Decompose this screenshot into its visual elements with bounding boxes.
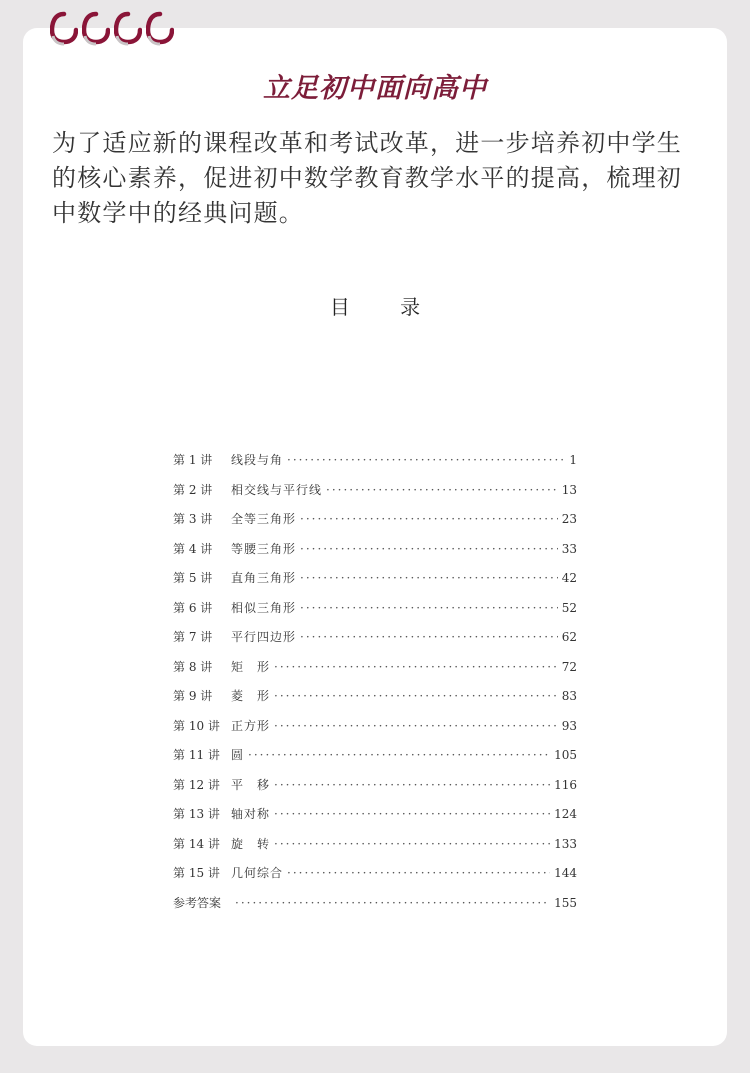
ring-icon xyxy=(114,8,142,48)
toc-page-number: 23 xyxy=(561,512,577,526)
toc-entry xyxy=(173,599,577,629)
toc-leader-dots xyxy=(274,660,558,674)
toc-chapter-name: 轴对称 xyxy=(231,807,271,821)
toc-entry xyxy=(173,687,577,717)
toc-leader-dots xyxy=(326,483,558,497)
toc-entry xyxy=(173,540,577,570)
toc-chapter-number: 第 3 讲 xyxy=(173,512,213,526)
notebook-card xyxy=(23,28,727,1046)
toc-page-number: 1 xyxy=(569,453,577,467)
toc-chapter-name: 菱 形 xyxy=(231,689,271,703)
toc-page-number: 72 xyxy=(561,659,577,674)
toc-chapter-name: 平行四边形 xyxy=(231,630,297,644)
toc-page-number: 93 xyxy=(561,718,577,733)
toc-page-number: 155 xyxy=(554,895,577,910)
toc-entry xyxy=(173,864,577,894)
toc-chapter-number: 第 4 讲 xyxy=(173,541,213,556)
toc-page-number: 13 xyxy=(561,482,577,497)
toc-chapter-number: 参考答案 xyxy=(173,895,222,910)
toc-leader-dots xyxy=(300,601,558,615)
toc-leader-dots xyxy=(287,866,550,880)
toc-leader-dots xyxy=(274,778,550,792)
toc-chapter-number: 第 15 讲 xyxy=(173,866,220,880)
toc-chapter-number: 第 10 讲 xyxy=(173,718,220,733)
toc-chapter-name: 相交线与平行线 xyxy=(231,482,323,497)
toc-entry xyxy=(173,717,577,747)
toc-page-number: 42 xyxy=(561,571,577,585)
toc-page-number: 83 xyxy=(561,689,577,703)
toc-chapter-number: 第 13 讲 xyxy=(173,807,220,821)
toc-entry xyxy=(173,894,577,924)
toc-page-number: 124 xyxy=(554,807,577,821)
toc-leader-dots xyxy=(274,719,558,733)
toc-chapter-name: 正方形 xyxy=(231,718,271,733)
toc-page-number: 105 xyxy=(554,748,577,762)
toc-page-number: 144 xyxy=(554,866,577,880)
toc-chapter-name: 矩 形 xyxy=(231,659,271,674)
ring-icon xyxy=(146,8,174,48)
toc-chapter-name: 线段与角 xyxy=(231,453,284,467)
toc-chapter-name: 旋 转 xyxy=(231,836,271,851)
toc-title: 目 录 xyxy=(329,295,443,319)
toc-entry xyxy=(173,628,577,658)
toc-leader-dots xyxy=(300,571,558,585)
toc-chapter-name: 圆 xyxy=(231,748,245,762)
toc-entry xyxy=(173,776,577,806)
toc-entry xyxy=(173,481,577,511)
toc-leader-dots xyxy=(274,807,550,821)
toc-chapter-name: 全等三角形 xyxy=(231,512,297,526)
toc-leader-dots xyxy=(235,896,550,910)
toc-entry xyxy=(173,451,577,481)
toc-page-number: 133 xyxy=(554,836,577,851)
toc-entry xyxy=(173,835,577,865)
toc-leader-dots xyxy=(248,748,550,762)
ring-icon xyxy=(50,8,78,48)
toc-chapter-number: 第 8 讲 xyxy=(173,659,213,674)
toc-chapter-number: 第 6 讲 xyxy=(173,600,213,615)
toc-chapter-number: 第 7 讲 xyxy=(173,630,213,644)
table-of-contents xyxy=(173,451,577,923)
toc-entry xyxy=(173,510,577,540)
toc-entry xyxy=(173,805,577,835)
toc-entry xyxy=(173,746,577,776)
toc-chapter-name: 几何综合 xyxy=(231,866,284,880)
toc-page-number: 116 xyxy=(554,777,577,792)
toc-chapter-number: 第 2 讲 xyxy=(173,482,213,497)
toc-chapter-number: 第 14 讲 xyxy=(173,836,220,851)
intro-paragraph: 为了适应新的课程改革和考试改革，进一步培养初中学生的核心素养，促进初中数学教育教学水平的提高，梳理初中数学中的经典问题。 xyxy=(52,129,682,227)
toc-leader-dots xyxy=(300,630,558,644)
toc-chapter-number: 第 5 讲 xyxy=(173,571,213,585)
toc-page-number: 62 xyxy=(561,630,577,644)
toc-chapter-name: 平 移 xyxy=(231,777,271,792)
ring-icon xyxy=(82,8,110,48)
toc-chapter-number: 第 12 讲 xyxy=(173,777,220,792)
toc-leader-dots xyxy=(274,837,550,851)
binder-rings xyxy=(50,8,174,48)
toc-page-number: 33 xyxy=(561,541,577,556)
toc-leader-dots xyxy=(300,542,558,556)
headline: 立足初中面向高中 xyxy=(263,73,487,104)
toc-chapter-name: 等腰三角形 xyxy=(231,541,297,556)
toc-leader-dots xyxy=(274,689,558,703)
toc-chapter-number: 第 9 讲 xyxy=(173,689,213,703)
toc-leader-dots xyxy=(300,512,558,526)
toc-page-number: 52 xyxy=(561,600,577,615)
toc-chapter-name: 直角三角形 xyxy=(231,571,297,585)
toc-chapter-name: 相似三角形 xyxy=(231,600,297,615)
toc-entry xyxy=(173,658,577,688)
toc-chapter-number: 第 11 讲 xyxy=(173,748,220,762)
toc-leader-dots xyxy=(287,453,565,467)
toc-entry xyxy=(173,569,577,599)
toc-chapter-number: 第 1 讲 xyxy=(173,453,213,467)
